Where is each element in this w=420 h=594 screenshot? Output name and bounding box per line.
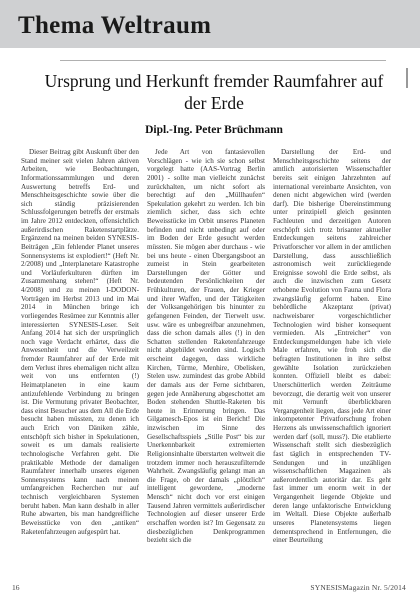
title-rule — [60, 60, 386, 61]
magazine-issue: SYNESISMagazin Nr. 5/2014 — [310, 583, 406, 592]
section-band — [0, 0, 420, 48]
article-author: Dipl.-Ing. Peter Brüchmann — [145, 124, 283, 136]
article-headline: Ursprung und Herkunft fremder Raumfahrer auf der Erde — [44, 71, 384, 113]
page-number: 16 — [12, 583, 20, 592]
column-3-text: Darstellung der Erd- und Menschheitsgeschichte seitens der amtlich autorisierten Wissenschaftler bereits seit einigen Jahrzehnten auf international vereinbarte Ansichten, von denen nicht abgewichen wird (werden darf). Die bisherige Übereinstimmung unter prinzipiell gleich gesinnten Fachleuten und derzeitigen Autoren erschöpft sich trotz brisanter aktueller Entdeckungen seitens zahlreicher Privatforscher vor allem in der amtlichen Darstellung, dass ausschließlich astronomisch weit zurückliegende Ereignisse sowohl die Erde selbst, als auch die inzwischen zum Gesetz erhobene Evolution von Fauna und Flora zwangsläufig geformt haben. Eine behördliche Akzeptanz (privat) nachweisbarer vorgeschichtlicher Technologien wird bisher konsequent vermieden. Als „Entreicher“ von Entdeckungsmeldungen habe ich viele Male erfahren, wie froh sich die befragten Institutionen in ihre selbst gewählte Isolation zurückziehen konnten. Offiziell bleibt es dabei: Unerschütterlich werden Zeiträume bevorzugt, die derartig weit von unserer mit Vernunft überblickbaren Vergangenheit liegen, dass jede Art einer inkompetenter Privatforschung frohen Herzens als unwissenschaftlich ignoriert werden darf (soll, muss?). Die etablierte Wissenschaft stellt sich diesbezüglich fast täglich in entsprechenden TV-Sendungen und in unzähligen wissenschaftlichen Magazinen als außerordentlich autoritär dar. Es geht fast immer um enorm weit in der Vergangenheit liegende Objekte und deren lange unfaktorische Entwicklung im Weltall. Diese Objekte außerhalb unseres Planetensystems liegen dementsprechend in Entfernungen, die einer Beurteilung — [273, 148, 391, 545]
column-1-text: Dieser Beitrag gibt Auskunft über den Stand meiner seit vielen Jahren aktiven Arbeiten, wie Beobachtungen, Informationssammlungen und deren Auswertung betreffs Erd- und Menschheitsgeschichte sowie über die sich ständig präzisierenden Schlussfolgerungen betreffs der erstmals im Jahre 2012 entdeckten, offensichtlich außerirdischen Raketenstartplätze. Ergänzend na meinen beiden SYNESIS-Beiträgen „Ein fehlender Planet unseres Sonnensystems ist explodiert!“ (Heft Nr. 2/2008) und „Interplanetare Katastrophe und Vorläuferkulturen dürften im Zusammenhang stehen!“ (Heft Nr. 4/2008) und zu meinen I-DODON-Vorträgen im Herbst 2013 und im Mai 2014 in München bringe ich vorliegendes Resümee zur Kenntnis aller interessierten SYNESIS-Leser. Seit Anfang 2014 hat sich der ursprünglich noch vage Verdacht erhärtet, dass die Anwesenheit und die Verweilzeit fremder Raumfahrer auf der Erde mit dem Verlust ihres ehemaligen nicht allzu weit von uns entfernten (!) Heimatplaneten in eine kaum antizufehlende Verbindung zu bringen ist. Die Vermutung privater Beobachter, dass einst Besucher aus dem All die Erde besucht haben müssten, zu denen ich auch Erich von Däniken zähle, entschöpft sich bisher in Spekulationen, soweit es um damals realisierte technologische Verfahren geht. Die praktikable Methode der damaligen Raumfahrer innerhalb unseres eigenen Sonnensystems kann nach meinen umfangreichen Recherchen nur auf technisch vergleichbaren Systemen beruht haben. Man kann deshalb in aller Ruhe abwarten, bis man handgreifliche Beweisstücke von den „antiken“ Raketenfahrzeugen aufgespürt hat. — [21, 148, 139, 536]
text-column-1 — [21, 148, 139, 580]
edge-marker — [406, 68, 408, 88]
text-column-3 — [273, 148, 391, 580]
column-2-text: Jede Art von fantasievollen Vorschlägen - wie ich sie schon selbst vorgelegt hatte (AAS-Vortrag Berlin 2001) - sollte man vielleicht zunächst zurückhalten, um nicht sofort als berechtigt auf den „Müllhaufen“ Spekulation gekehrt zu werden. Ich bin ziemlich sicher, dass sich echte Beweisstücke im Orbit unseres Planeten befinden und nicht unbedingt auf oder im Boden der Erde gesucht werden müssten. Sie mögen aber durchaus - wie bei uns heute - einen Übergangsboot an zumeist in Stein gearbeiteten Darstellungen der Götter und bedeutenden Persönlichkeiten der Frühkulturen, der Frauen, der Krieger und ihrer Waffen, und der Tätigkeiten der Volksangehörigen bis hinunter zu gefangenen Feinden, der Tierwelt usw. usw. wäre es unbegreifbar anzunehmen, dass die schon damals alles (!) in den Schatten stellenden Raketenfahrzeuge nicht abgebildet worden sind. Logisch erscheint dagegen, dass wirkliche Kirchen, Türme, Menhire, Obelisken, Stelen usw. zumindest das grobe Abbild der damals aus der Ferne sichtbaren, gegen jede Annäherung abgeschottet am Boden stehenden Shuttle-Raketen bis heute in Erinnerung bringen. Das Gilgamesch-Epos ist ein Bericht! Die inzwischen im Sinne des Gesellschaftsspiels „Stille Post“ bis zur Unerkennbarkeit extremierten Religionsinhalte überstarten weltweit die trotzdem immer noch herauszufilternde Wahrheit. Zwangsläufig gelangt man an die Frage, ob der damals „plötzlich“ intelligent gewordene, „moderne Mensch“ nicht doch vor erst einigen Tausend Jahren vermittels außerirdischer Technologien auf dieser unserer Erde erschaffen worden ist? Im Gegensatz zu diesbezüglichen Denkprogrammen bezieht sich die — [147, 148, 265, 545]
section-title: Thema Weltraum — [18, 12, 212, 39]
text-column-2 — [147, 148, 265, 580]
